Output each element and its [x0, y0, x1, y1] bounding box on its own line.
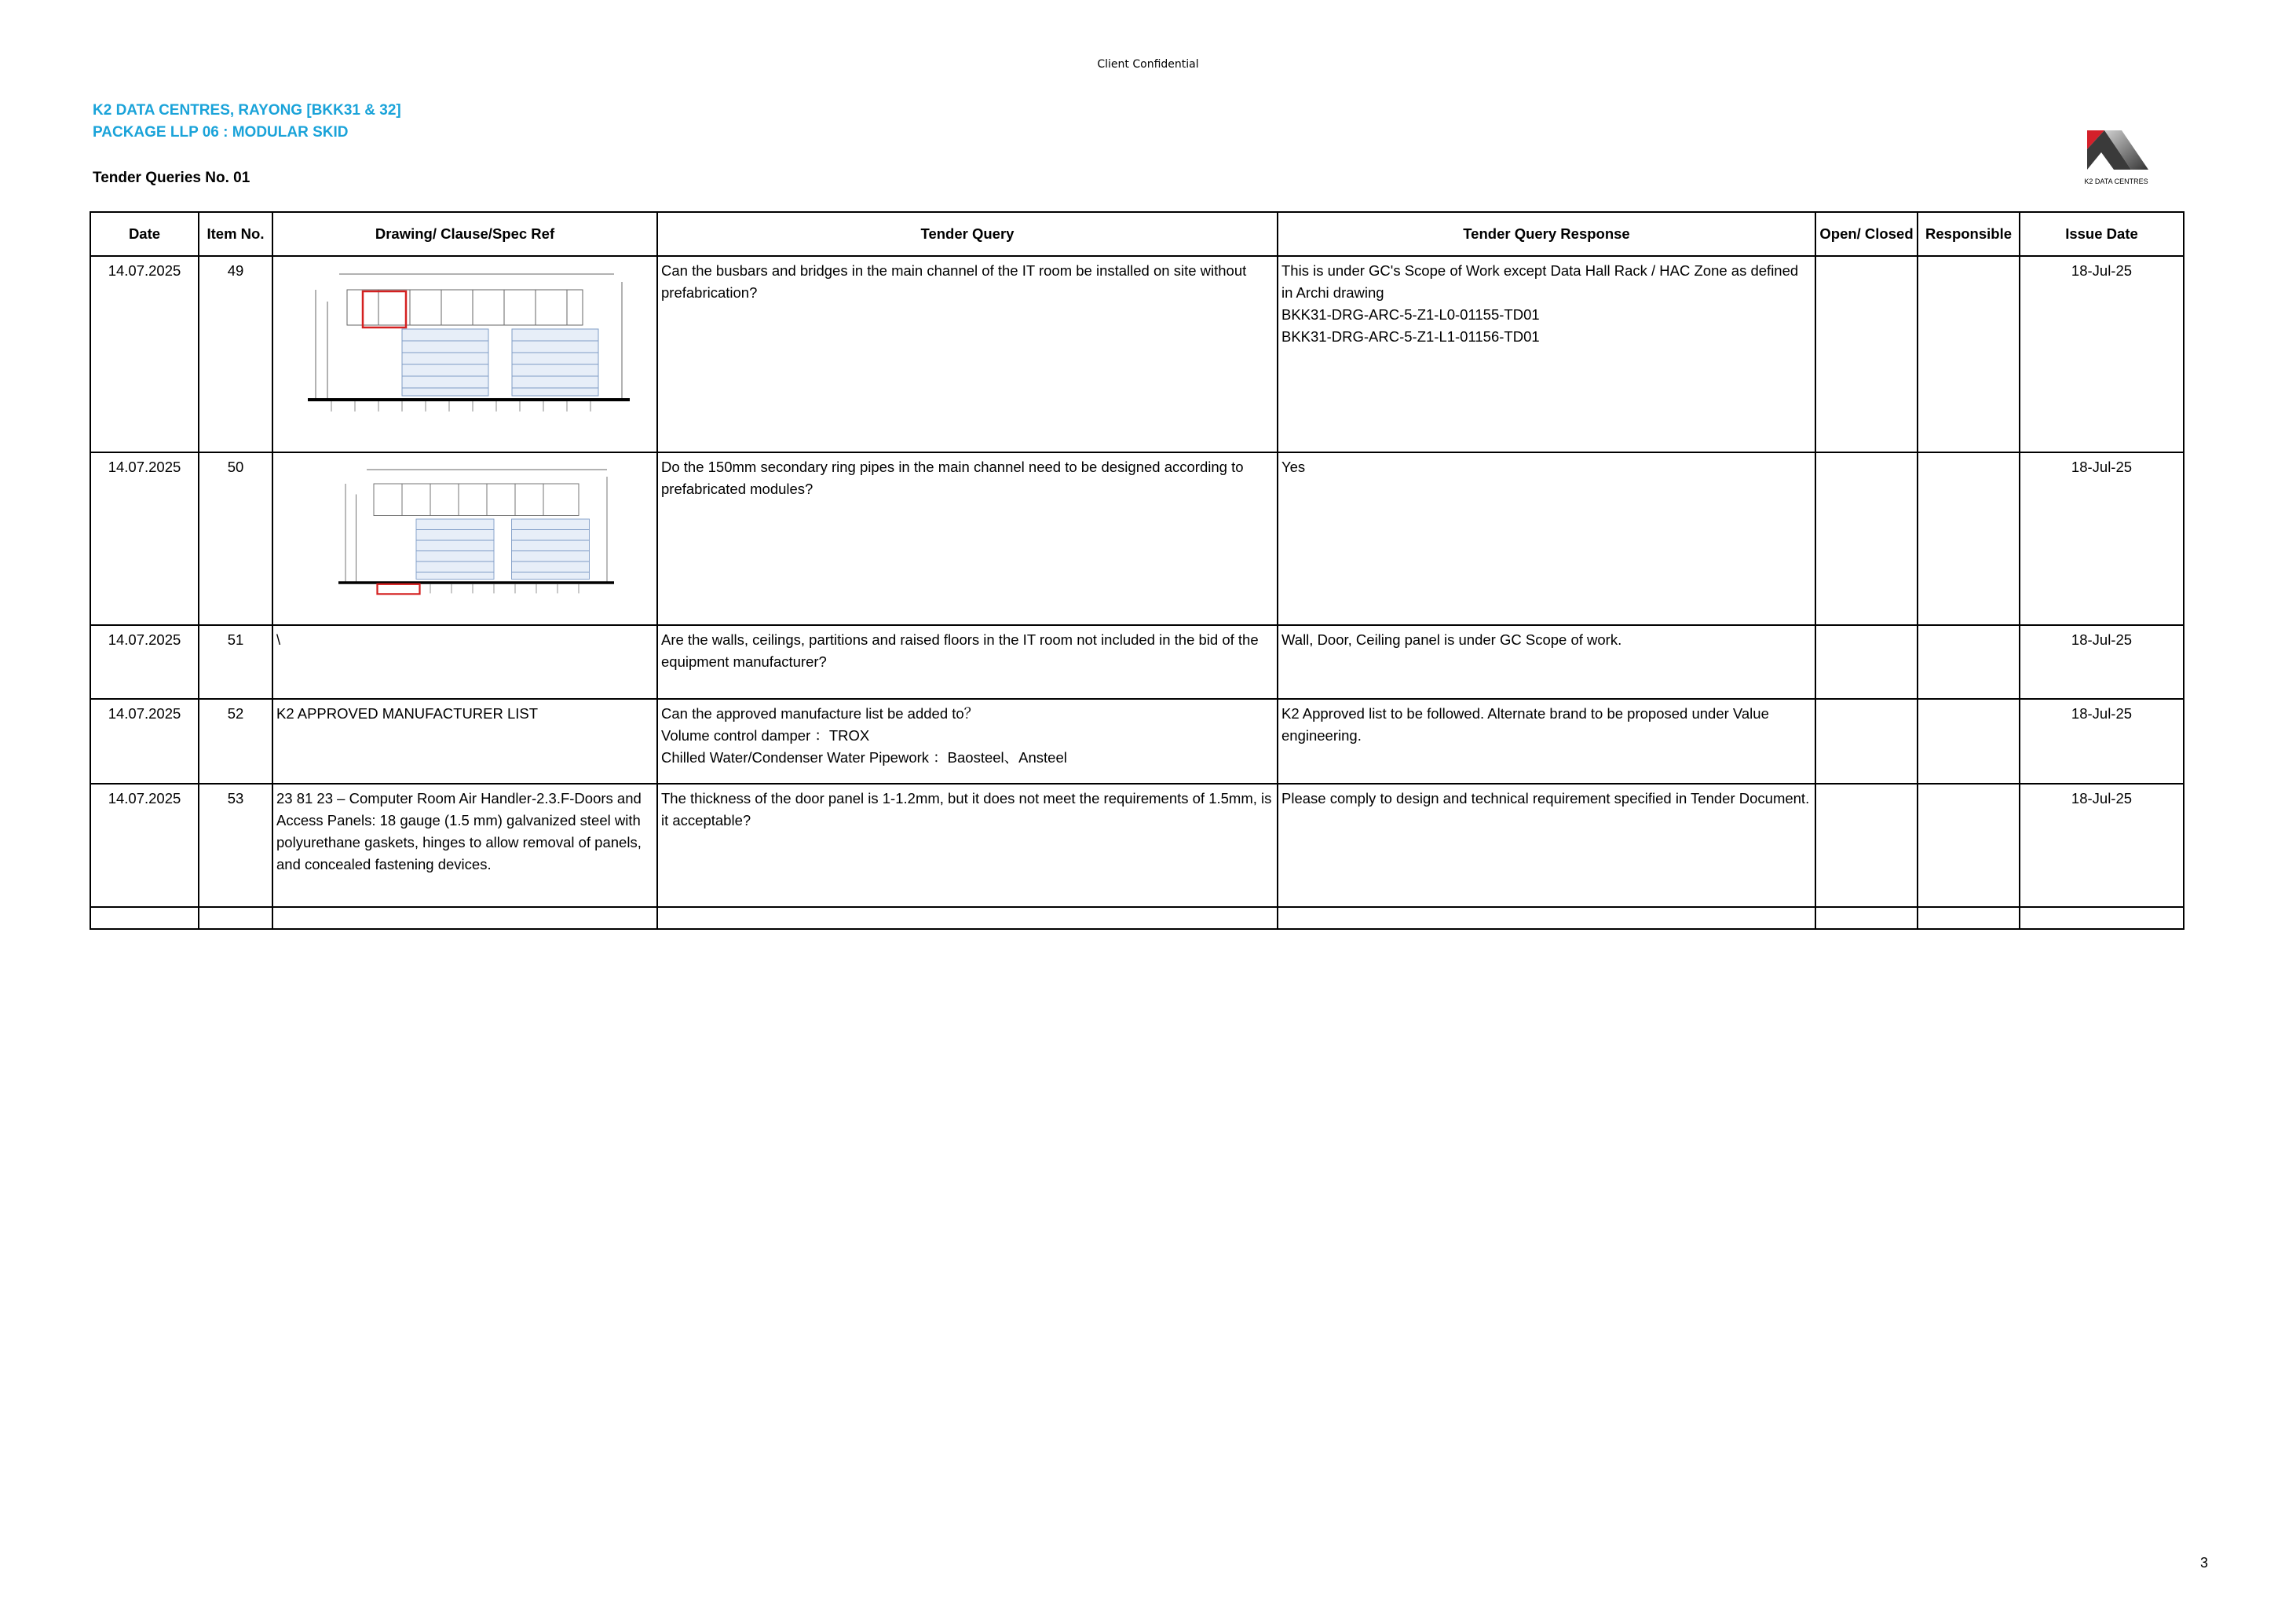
empty-cell — [2020, 907, 2184, 929]
empty-cell — [1918, 907, 2020, 929]
row-drawing-ref: \ — [272, 625, 657, 699]
row-drawing-ref — [272, 452, 657, 625]
row-open-closed — [1815, 784, 1918, 907]
header-date: Date — [90, 212, 199, 256]
query-line: Can the approved manufacture list be added to？ — [661, 705, 979, 722]
response-line: Wall, Door, Ceiling panel is under GC Scope of work. — [1281, 631, 1622, 648]
response-line: K2 Approved list to be followed. Alternate brand to be proposed under Value engineering. — [1281, 705, 1769, 744]
row-drawing-ref: K2 APPROVED MANUFACTURER LIST — [272, 699, 657, 784]
row-date: 14.07.2025 — [90, 256, 199, 452]
row-date: 14.07.2025 — [90, 625, 199, 699]
header-tender-query: Tender Query — [657, 212, 1278, 256]
query-line: Can the busbars and bridges in the main channel of the IT room be installed on site without prefabrication? — [661, 262, 1247, 301]
response-line: Please comply to design and technical requirement specified in Tender Document. — [1281, 790, 1810, 807]
row-open-closed — [1815, 625, 1918, 699]
row-tender-query — [657, 699, 1278, 784]
query-line: Chilled Water/Condenser Water Pipework ：Baosteel、Ansteel — [661, 749, 1067, 766]
row-open-closed — [1815, 452, 1918, 625]
row-date: 14.07.2025 — [90, 784, 199, 907]
row-drawing-ref: 23 81 23 – Computer Room Air Handler-2.3.F-Doors and Access Panels: 18 gauge (1.5 mm) galvanized steel with polyurethane gaskets, hinges to allow removal of panels, and concealed fastening devices. — [272, 784, 657, 907]
row-open-closed — [1815, 256, 1918, 452]
project-title: K2 DATA CENTRES, RAYONG [BKK31 & 32] — [93, 102, 401, 119]
row-responsible — [1918, 784, 2020, 907]
query-line: Are the walls, ceilings, partitions and raised floors in the IT room not included in the bid of the equipment manufacturer? — [661, 631, 1259, 670]
table-row — [90, 784, 2184, 907]
row-issue-date: 18-Jul-25 — [2020, 625, 2184, 699]
row-item-no: 50 — [199, 452, 272, 625]
row-issue-date: 18-Jul-25 — [2020, 699, 2184, 784]
empty-cell — [1278, 907, 1815, 929]
row-date: 14.07.2025 — [90, 452, 199, 625]
table-row — [90, 625, 2184, 699]
header-drawing-ref: Drawing/ Clause/Spec Ref — [272, 212, 657, 256]
response-line: This is under GC's Scope of Work except Data Hall Rack / HAC Zone as defined in Archi drawing — [1281, 262, 1799, 301]
table-header-row — [90, 212, 2184, 256]
row-tender-query-response — [1278, 784, 1815, 907]
header-issue-date: Issue Date — [2020, 212, 2184, 256]
query-line: Volume control damper ：TROX — [661, 727, 870, 744]
empty-table-row — [90, 907, 2184, 929]
query-line: The thickness of the door panel is 1-1.2mm, but it does not meet the requirements of 1.5mm, is it acceptable? — [661, 790, 1272, 828]
row-tender-query — [657, 256, 1278, 452]
table-row — [90, 452, 2184, 625]
row-responsible — [1918, 699, 2020, 784]
table-row — [90, 256, 2184, 452]
page-number: 3 — [2199, 1555, 2208, 1571]
row-tender-query — [657, 452, 1278, 625]
header-item-no: Item No. — [199, 212, 272, 256]
empty-cell — [90, 907, 199, 929]
row-responsible — [1918, 256, 2020, 452]
header-open-closed: Open/ Closed — [1815, 212, 1918, 256]
row-tender-query-response — [1278, 625, 1815, 699]
table-row — [90, 699, 2184, 784]
response-line: Yes — [1281, 459, 1306, 475]
row-item-no: 53 — [199, 784, 272, 907]
client-confidential-label: Client Confidential — [1097, 58, 1199, 71]
header-tender-query-response: Tender Query Response — [1278, 212, 1815, 256]
row-drawing-ref — [272, 256, 657, 452]
row-responsible — [1918, 625, 2020, 699]
logo-text: K2 DATA CENTRES — [2084, 177, 2148, 185]
row-issue-date: 18-Jul-25 — [2020, 452, 2184, 625]
row-tender-query-response — [1278, 256, 1815, 452]
row-item-no: 52 — [199, 699, 272, 784]
header-responsible: Responsible — [1918, 212, 2020, 256]
query-line: Do the 150mm secondary ring pipes in the main channel need to be designed according to prefabricated modules? — [661, 459, 1244, 497]
row-open-closed — [1815, 699, 1918, 784]
row-item-no: 49 — [199, 256, 272, 452]
row-date: 14.07.2025 — [90, 699, 199, 784]
row-tender-query-response — [1278, 452, 1815, 625]
tender-queries-number: Tender Queries No. 01 — [93, 170, 250, 186]
section-drawing-thumbnail — [284, 463, 661, 604]
response-line: BKK31-DRG-ARC-5-Z1-L0-01155-TD01 — [1281, 306, 1540, 323]
section-drawing-thumbnail — [284, 266, 661, 423]
package-title: PACKAGE LLP 06 : MODULAR SKID — [93, 124, 349, 141]
row-tender-query-response — [1278, 699, 1815, 784]
row-item-no: 51 — [199, 625, 272, 699]
row-responsible — [1918, 452, 2020, 625]
row-issue-date: 18-Jul-25 — [2020, 784, 2184, 907]
row-tender-query — [657, 625, 1278, 699]
empty-cell — [272, 907, 657, 929]
empty-cell — [657, 907, 1278, 929]
empty-cell — [199, 907, 272, 929]
row-issue-date: 18-Jul-25 — [2020, 256, 2184, 452]
response-line: BKK31-DRG-ARC-5-Z1-L1-01156-TD01 — [1281, 328, 1540, 345]
tender-queries-table — [90, 211, 2184, 930]
row-tender-query — [657, 784, 1278, 907]
empty-cell — [1815, 907, 1918, 929]
